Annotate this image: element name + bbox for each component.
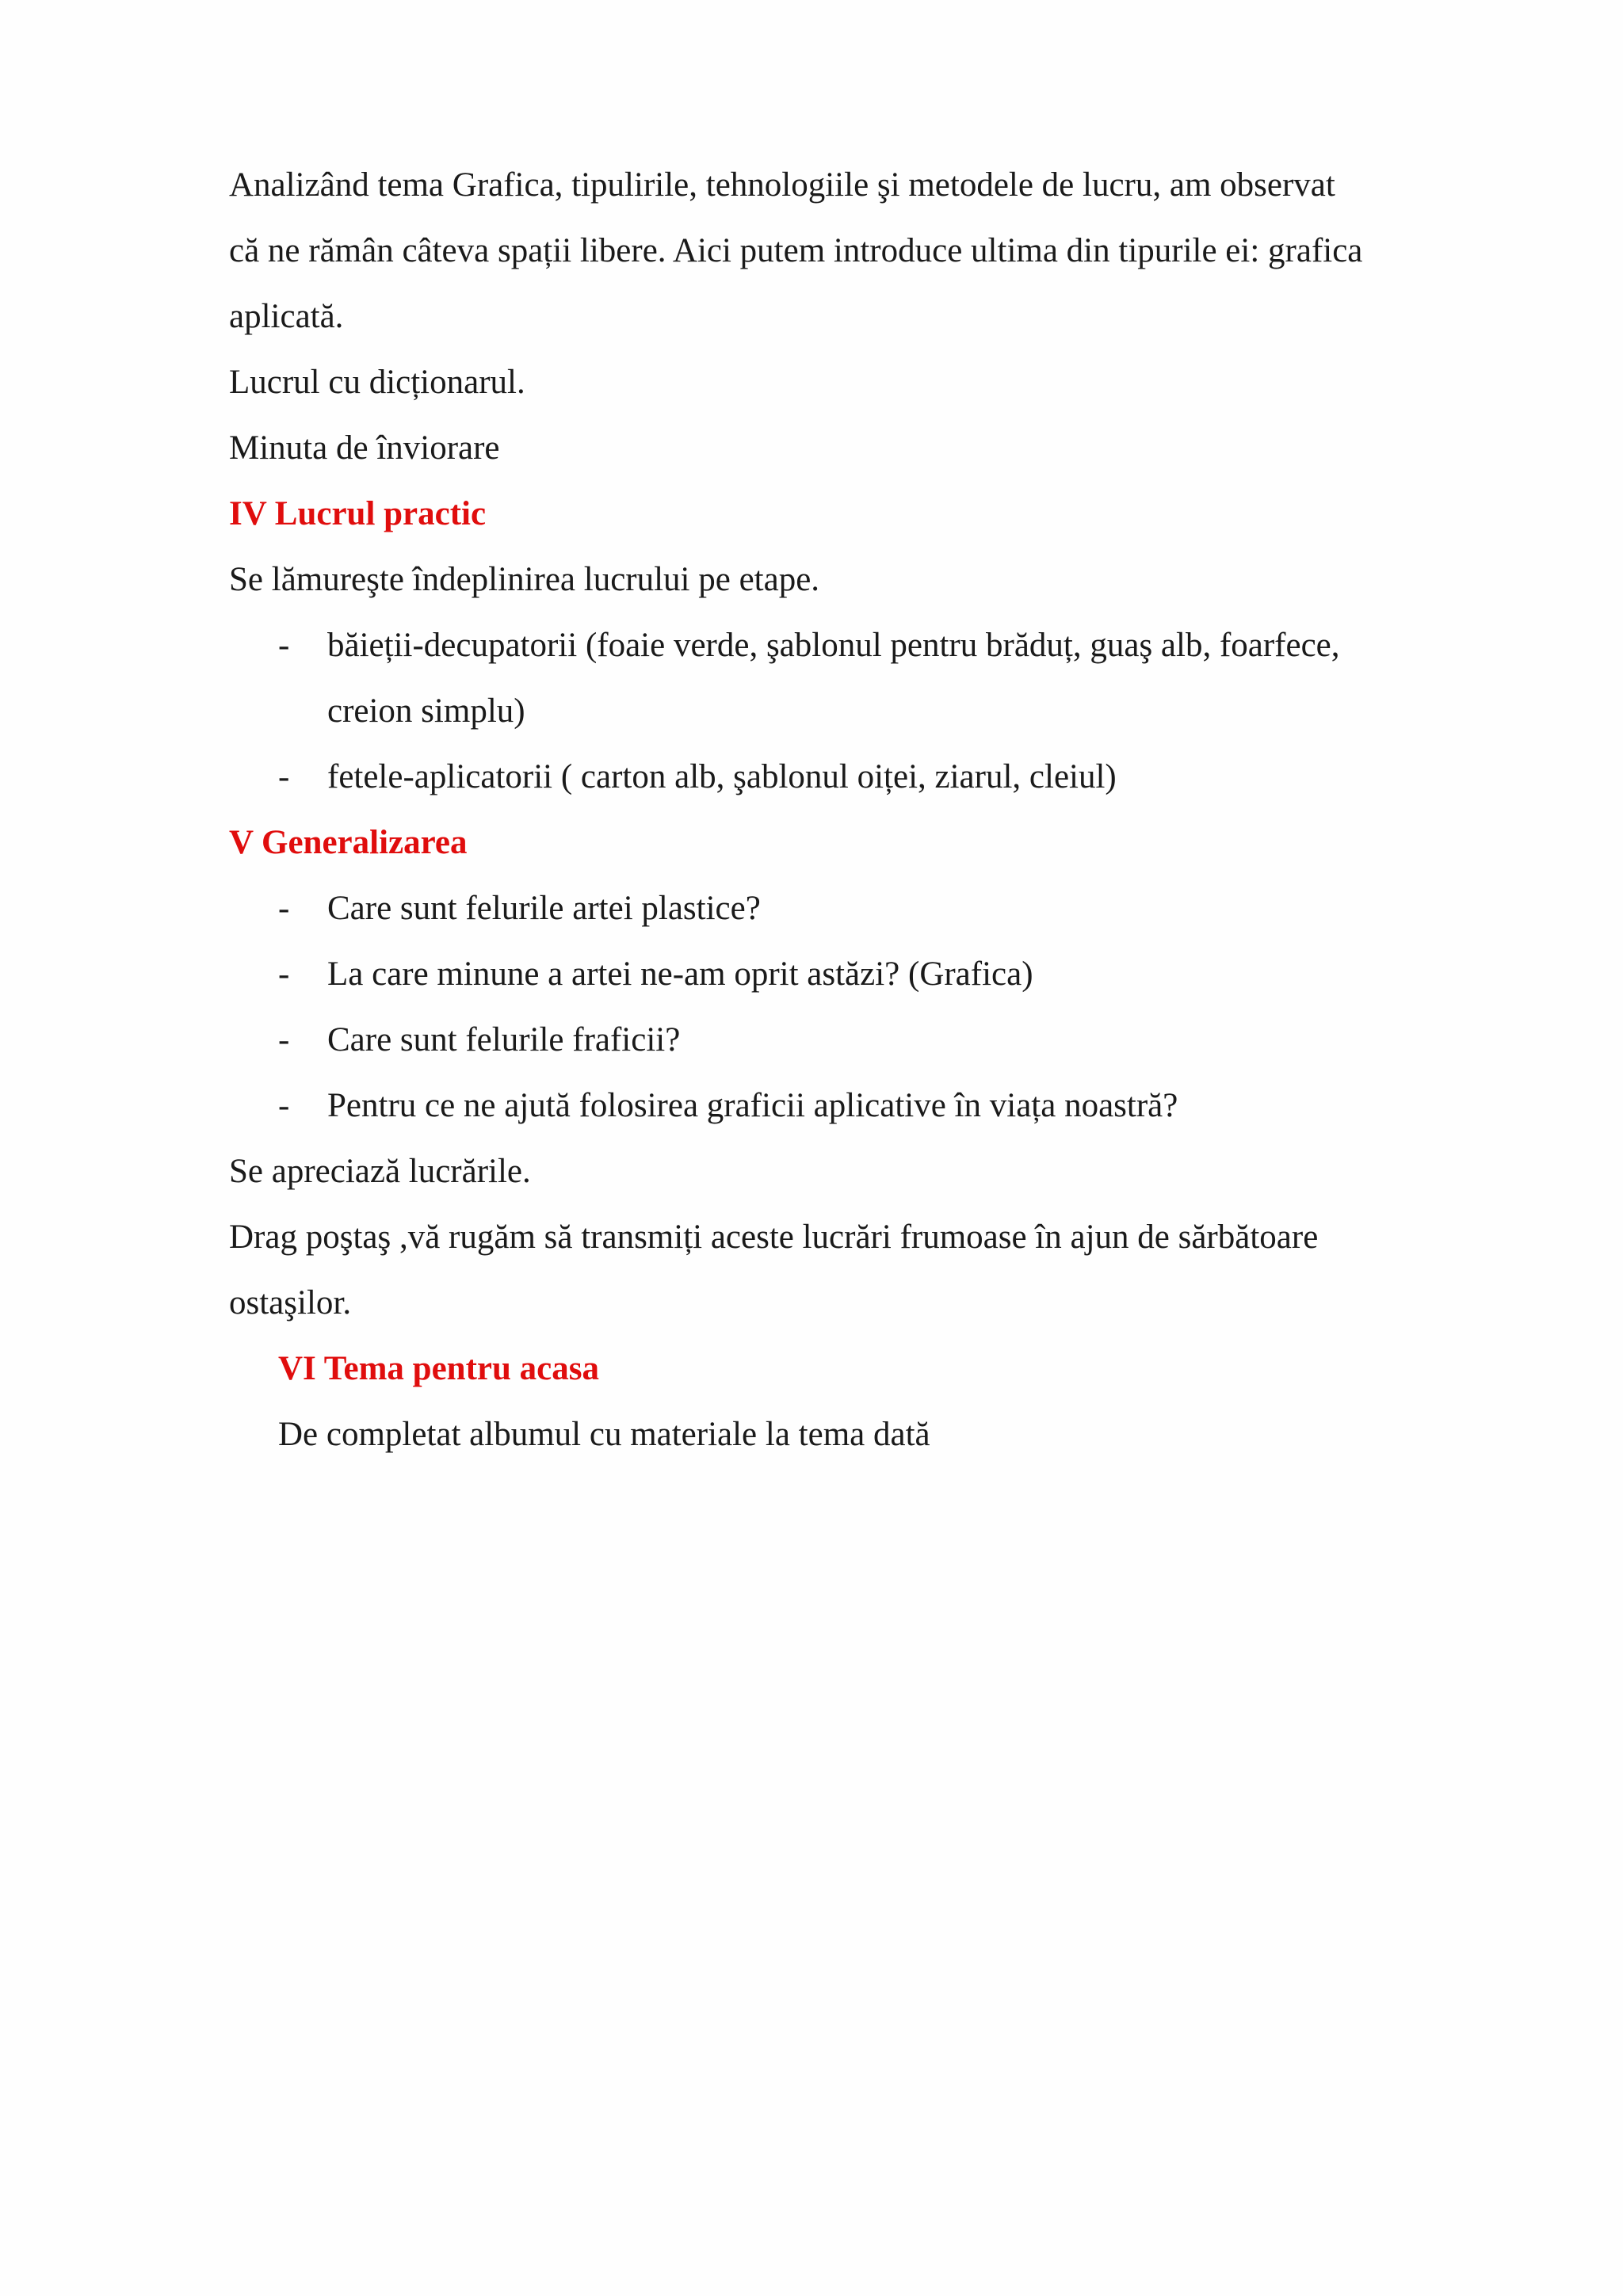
section-heading-practical-work: IV Lucrul practic: [229, 495, 487, 532]
section-heading-generalization: V Generalizarea: [229, 824, 468, 861]
list-item-text: băieții-decupatorii (foaie verde, şablonul pentru brăduț, guaş alb, foarfece,: [327, 627, 1340, 664]
list-item: [229, 1073, 1560, 1138]
paragraph-line: ostaşilor.: [229, 1284, 352, 1322]
paragraph-line: Drag poştaş ,vă rugăm să transmiți aceste lucrări frumoase în ajun de sărbătoare: [229, 1219, 1319, 1256]
list-item: [229, 1007, 1560, 1073]
list-dash: -: [278, 890, 290, 927]
list-dash: -: [278, 1087, 290, 1124]
paragraph-line: că ne rămân câteva spații libere. Aici putem introduce ultima din tipurile ei: grafica: [229, 232, 1363, 269]
paragraph-dictionary-work: Lucrul cu dicționarul.: [229, 364, 525, 401]
paragraph-energizer-minute: Minuta de înviorare: [229, 429, 500, 467]
section-heading-homework: VI Tema pentru acasa: [278, 1350, 599, 1387]
document-body: [229, 152, 1560, 1467]
list-item: [229, 744, 1560, 810]
practical-work-intro: Se lămureşte îndeplinirea lucrului pe etape.: [229, 561, 820, 598]
paragraph-line: Analizând tema Grafica, tipulirile, tehnologiile şi metodele de lucru, am observat: [229, 166, 1335, 204]
list-item-text: fetele-aplicatorii ( carton alb, şablonul oiței, ziarul, cleiul): [327, 758, 1117, 795]
list-dash: -: [278, 627, 290, 664]
list-item: [229, 612, 1560, 678]
list-dash: -: [278, 955, 290, 993]
list-item-text: Care sunt felurile fraficii?: [327, 1021, 681, 1058]
list-item-text: Pentru ce ne ajută folosirea graficii aplicative în viața noastră?: [327, 1087, 1178, 1124]
list-item: [229, 941, 1560, 1007]
list-item-text: Care sunt felurile artei plastice?: [327, 890, 761, 927]
list-item-text: La care minune a artei ne-am oprit astăzi? (Grafica): [327, 955, 1033, 993]
homework-text: De completat albumul cu materiale la tema dată: [278, 1416, 930, 1453]
list-dash: -: [278, 1021, 290, 1058]
list-item: [229, 875, 1560, 941]
list-item-text: creion simplu): [327, 692, 525, 730]
paragraph-appreciation: Se apreciază lucrările.: [229, 1153, 531, 1190]
paragraph-line: aplicată.: [229, 298, 344, 335]
list-dash: -: [278, 758, 290, 795]
list-item-continuation: [229, 678, 1560, 744]
